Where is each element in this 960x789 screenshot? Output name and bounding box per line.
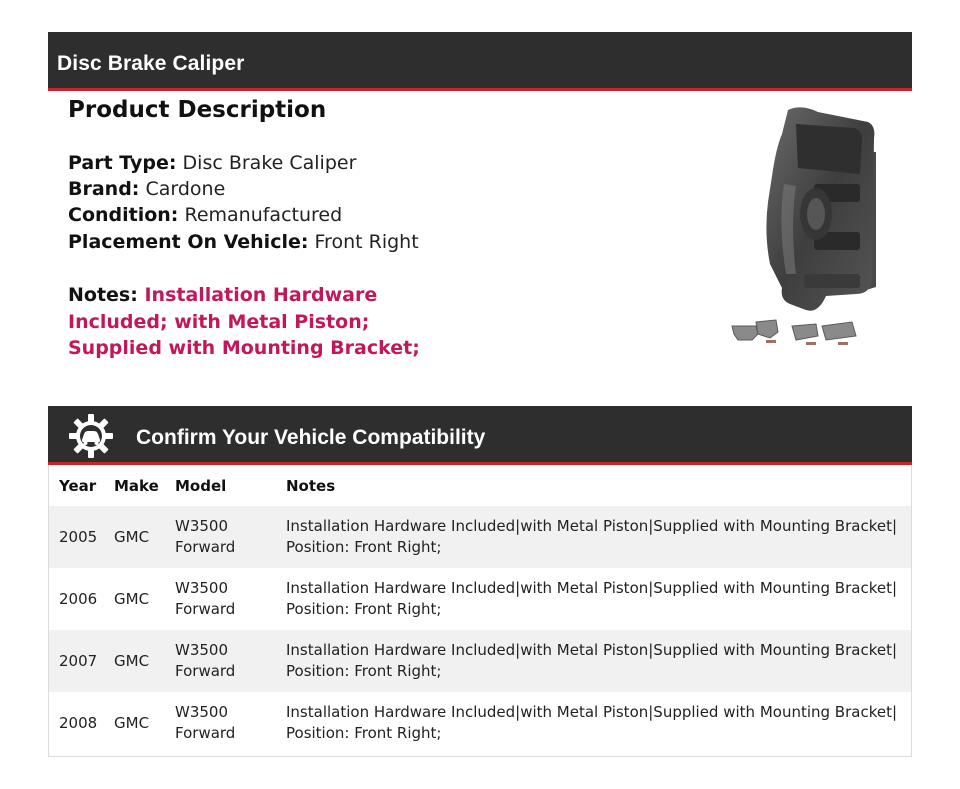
product-title: Disc Brake Caliper <box>57 52 245 75</box>
cell-model: W3500 Forward <box>165 630 276 692</box>
spec-value: Remanufactured <box>184 204 343 226</box>
spec-value: Front Right <box>314 231 419 253</box>
column-header-make: Make <box>114 476 159 495</box>
spec-value: Disc Brake Caliper <box>182 152 357 174</box>
notes-label: Notes: <box>68 284 138 306</box>
spec-label: Placement On Vehicle: <box>68 231 309 253</box>
spec-value: Cardone <box>145 178 226 200</box>
compatibility-table <box>48 465 912 757</box>
compatibility-title: Confirm Your Vehicle Compatibility <box>136 426 486 449</box>
cell-model: W3500 Forward <box>175 579 236 618</box>
cell-make: GMC <box>114 589 150 608</box>
column-header-model: Model <box>175 476 227 495</box>
compatibility-bar <box>48 406 912 465</box>
cell-notes: Installation Hardware Included|with Metal Piston|Supplied with Mounting Bracket| Position: Front Right; <box>286 703 898 742</box>
cell-make: GMC <box>114 713 150 732</box>
product-notes <box>68 282 448 362</box>
spec-label: Condition: <box>68 204 179 226</box>
cell-make: GMC <box>104 506 165 568</box>
table-row <box>49 692 911 754</box>
table-row <box>49 630 911 692</box>
column-header-year: Year <box>59 476 97 495</box>
notes-value: Installation Hardware Included; with Metal Piston; Supplied with Mounting Bracket; <box>68 284 420 359</box>
description-heading: Product Description <box>68 97 327 123</box>
table-row <box>49 506 911 568</box>
column-header-notes: Notes <box>286 476 336 495</box>
spec-condition <box>68 202 342 228</box>
cell-notes: Installation Hardware Included|with Metal Piston|Supplied with Mounting Bracket| Position: Front Right; <box>286 579 898 618</box>
cell-notes: Installation Hardware Included|with Metal Piston|Supplied with Mounting Bracket| Position: Front Right; <box>276 630 911 692</box>
cell-model: W3500 Forward <box>175 703 236 742</box>
table-row <box>49 568 911 630</box>
cell-year: 2005 <box>49 506 104 568</box>
product-title-bar <box>48 32 912 91</box>
cell-model: W3500 Forward <box>165 506 276 568</box>
cell-notes: Installation Hardware Included|with Metal Piston|Supplied with Mounting Bracket| Position: Front Right; <box>276 506 911 568</box>
cell-year: 2008 <box>59 713 98 732</box>
spec-brand <box>68 176 225 202</box>
cell-year: 2007 <box>49 630 104 692</box>
spec-part-type <box>68 150 356 176</box>
spec-placement <box>68 229 419 255</box>
cell-year: 2006 <box>59 589 98 608</box>
gear-car-icon <box>68 413 114 459</box>
cell-make: GMC <box>104 630 165 692</box>
spec-label: Brand: <box>68 178 140 200</box>
spec-label: Part Type: <box>68 152 177 174</box>
table-header-row <box>49 465 911 506</box>
brake-caliper-image <box>726 104 876 364</box>
